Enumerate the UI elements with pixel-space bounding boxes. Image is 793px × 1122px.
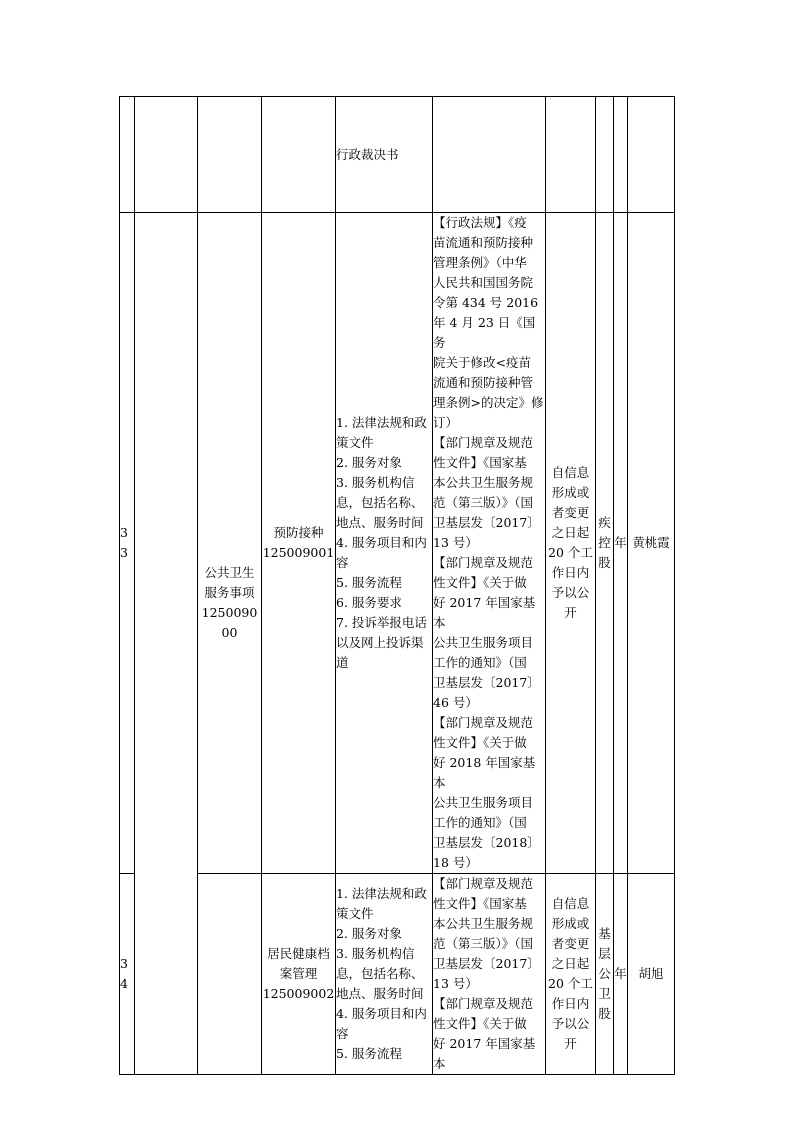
dept-cell: 疾 控 股 <box>596 213 614 874</box>
dept-cell: 基 层 公 卫 股 <box>596 874 614 1075</box>
person-cell: 黄桃霞 <box>628 213 675 874</box>
row-number: 34 <box>120 874 135 1075</box>
basis-cell: 【部门规章及规范 性文件】《国家基 本公共卫生服务规 范（第三版）》（国 卫基层发〔2017〕 13 号） 【部门规章及规范 性文件】《关于做 好 2017 年国家基本 <box>433 874 546 1075</box>
person-cell: 胡旭 <box>628 874 675 1075</box>
spacer-cell <box>135 97 198 213</box>
content-cell: 1. 法律法规和政 策文件 2. 服务对象 3. 服务机构信 息，包括名称、 地点、服务时间 4. 服务项目和内 容 5. 服务流程 <box>336 874 433 1075</box>
table-row <box>120 97 675 213</box>
basis-cell: 【行政法规】《疫 苗流通和预防接种 管理条例》（中华 人民共和国国务院 令第 434 号 2016 年 4 月 23 日《国务 院关于修改<疫苗 流通和预防接种管 理条例>的决定》修 订） 【部门规章及规范 性文件】《国家基 本公共卫生服务规 范（第三版）》（国 卫基层发〔2017〕 13 号） 【部门规章及规范 性文件】《关于做 好 2017 年国家基本 公共卫生服务项目 工作的通知》（国 卫基层发〔2017〕 46 号） 【部门规章及规范 性文件】《关于做 好 2018 年国家基本 公共卫生服务项目 工作的通知》（国 卫基层发〔2018〕 18 号） <box>433 213 546 874</box>
row-number <box>120 97 135 213</box>
spacer-cell <box>135 213 198 1075</box>
row-number: 33 <box>120 213 135 874</box>
time-limit-cell <box>546 97 596 213</box>
category-cell: 公共卫生 服务事项 125009000 <box>198 213 262 874</box>
content-cell: 行政裁决书 <box>336 97 433 213</box>
year-cell: 年 <box>614 213 628 874</box>
table-row <box>120 213 675 874</box>
time-limit-cell: 自信息 形成或 者变更 之日起 20 个工 作日内 予以公 开 <box>546 874 596 1075</box>
table-row <box>120 874 675 1075</box>
category-cell <box>198 97 262 213</box>
year-cell <box>614 97 628 213</box>
item-cell <box>262 97 336 213</box>
person-cell <box>628 97 675 213</box>
category-cell <box>198 874 262 1075</box>
year-cell: 年 <box>614 874 628 1075</box>
disclosure-table <box>119 96 675 1075</box>
basis-cell <box>433 97 546 213</box>
content-cell: 1. 法律法规和政 策文件 2. 服务对象 3. 服务机构信 息，包括名称、 地点、服务时间 4. 服务项目和内 容 5. 服务流程 6. 服务要求 7. 投诉举报电话 以及网上投诉渠 道 <box>336 213 433 874</box>
item-cell: 居民健康档 案管理 125009002 <box>262 874 336 1075</box>
dept-cell <box>596 97 614 213</box>
time-limit-cell: 自信息 形成或 者变更 之日起 20 个工 作日内 予以公 开 <box>546 213 596 874</box>
item-cell: 预防接种 125009001 <box>262 213 336 874</box>
